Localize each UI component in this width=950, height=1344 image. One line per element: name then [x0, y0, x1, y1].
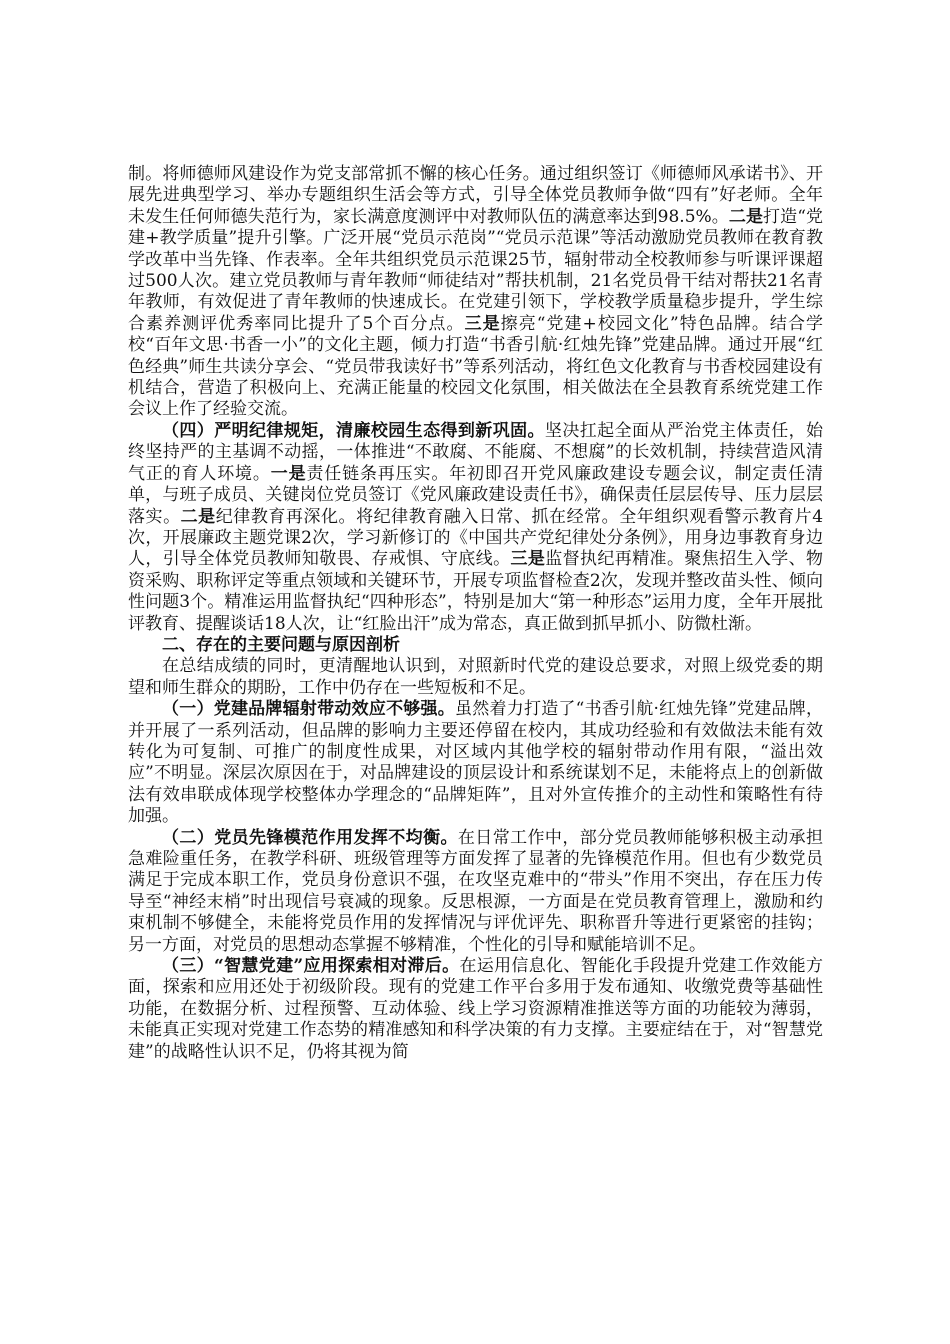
text-run: 擦亮“党建+校园文化”特色品牌。结合学校“百年文思·书香一小”的文化主题，倾力打造“书香引航·红烛先锋”党建品牌。通过开展“红色经典”师生共读分享会、“党员带我读好书”等系列活动，将红色文化教育与书香校园建设有机结合，营造了积极向上、充满正能量的校园文化氛围，相关做法在全县教育系统党建工作会议上作了经验交流。: [128, 313, 823, 420]
text-run: 在运用信息化、智能化手段提升党建工作效能方面，探索和应用还处于初级阶段。现有的党建工作平台多用于发布通知、收缴党费等基础性功能，在数据分析、过程预警、互动体验、线上学习资源精准推送等方面的功能较为薄弱，未能真正实现对党建工作态势的精准感知和科学决策的有力支撑。主要症结在于，对“智慧党建”的战略性认识不足，仍将其视为简: [128, 956, 823, 1062]
paragraph-problem-members: [128, 828, 823, 956]
text-run: 纪律教育再深化。将纪律教育融入日常、抓在经常。全年组织观看警示教育片4次，开展廉政主题党课2次，学习新修订的《中国共产党纪律处分条例》，用身边事教育身边人，引导全体党员教师知敬畏、存戒惧、守底线。: [128, 506, 824, 570]
subsection-heading: （二）党员先锋模范作用发挥不均衡。: [162, 827, 458, 848]
bold-marker: 二是: [728, 206, 764, 227]
paragraph-discipline: [128, 421, 823, 635]
bold-marker: 一是: [270, 463, 307, 484]
bold-marker: 三是: [464, 313, 501, 334]
text-run: 坚决扛起全面从严治党主体责任，始终坚持严的主基调不动摇，一体推进“不敢腐、不能腐、不想腐”的长效机制，持续营造风清气正的育人环境。: [128, 420, 824, 484]
text-run: 责任链条再压实。年初即召开党风廉政建设专题会议，制定责任清单，与班子成员、关键岗位党员签订《党风廉政建设责任书》，确保责任层层传导、压力层层落实。: [128, 463, 824, 527]
paragraph-intro: 在总结成绩的同时，更清醒地认识到，对照新时代党的建设总要求，对照上级党委的期望和师生群众的期盼，工作中仍存在一些短板和不足。: [128, 656, 823, 698]
paragraph-problem-brand: [128, 699, 823, 827]
bold-marker: 三是: [510, 549, 546, 570]
section-title: 二、存在的主要问题与原因剖析: [162, 634, 400, 655]
text-run: 在日常工作中，部分党员教师能够积极主动承担急难险重任务，在教学科研、班级管理等方面发挥了显著的先锋模范作用。但也有少数党员满足于完成本职工作，党员身份意识不强，在攻坚克难中的“带头”作用不突出，存在压力传导至“神经末梢”时出现信号衰减的现象。反思根源，一方面是在党员教育管理上，激励和约束机制不够健全，未能将党员作用的发挥情况与评优评先、职称晋升等进行更紧密的挂钩；另一方面，对党员的思想动态掌握不够精准，个性化的引导和赋能培训不足。: [128, 827, 824, 955]
paragraph-problem-smart: [128, 956, 823, 1063]
text-run: 虽然着力打造了“书香引航·红烛先锋”党建品牌，并开展了一系列活动，但品牌的影响力主要还停留在校内，其成功经验和有效做法未能有效转化为可复制、可推广的制度性成果，对区域内其他学校的辐射带动作用有限，“溢出效应”不明显。深层次原因在于，对品牌建设的顶层设计和系统谋划不足，未能将点上的创新做法有效串联成体现学校整体办学理念的“品牌矩阵”，且对外宣传推介的主动性和策略性有待加强。: [128, 699, 823, 827]
bold-marker: 二是: [180, 506, 216, 527]
text-run: 监督执纪再精准。聚焦招生入学、物资采购、职称评定等重点领域和关键环节，开展专项监督检查2次，发现并整改苗头性、倾向性问题3个。精准运用监督执纪“四种形态”，特别是加大“第一种形态”运用力度，全年开展批评教育、提醒谈话18人次，让“红脸出汗”成为常态，真正做到抓早抓小、防微杜渐。: [128, 549, 824, 634]
paragraph-party-building-quality: [128, 164, 823, 421]
subsection-heading: （三）“智慧党建”应用探索相对滞后。: [162, 956, 460, 977]
subsection-heading: （一）党建品牌辐射带动效应不够强。: [162, 699, 456, 720]
subsection-heading: （四）严明纪律规矩，清廉校园生态得到新巩固。: [162, 420, 545, 441]
text-run: 制。将师德师风建设作为党支部常抓不懈的核心任务。通过组织签订《师德师风承诺书》、开展先进典型学习、举办专题组织生活会等方式，引导全体党员教师争做“四有”好老师。全年未发生任何师德失范行为，家长满意度测评中对教师队伍的满意率达到98.5%。: [128, 164, 823, 227]
text-run: 打造“党建+教学质量”提升引擎。广泛开展“党员示范岗”“党员示范课”等活动激励党员教师在教育教学改革中当先锋、作表率。全年共组织党员示范课25节，辐射带动全校教师参与听课评课超过500人次。建立党员教师与青年教师“师徒结对”帮扶机制，21名党员骨干结对帮扶21名青年教师，有效促进了青年教师的快速成长。在党建引领下，学校教学质量稳步提升，学生综合素养测评优秀率同比提升了5个百分点。: [128, 206, 823, 334]
document-page: [128, 164, 823, 1063]
